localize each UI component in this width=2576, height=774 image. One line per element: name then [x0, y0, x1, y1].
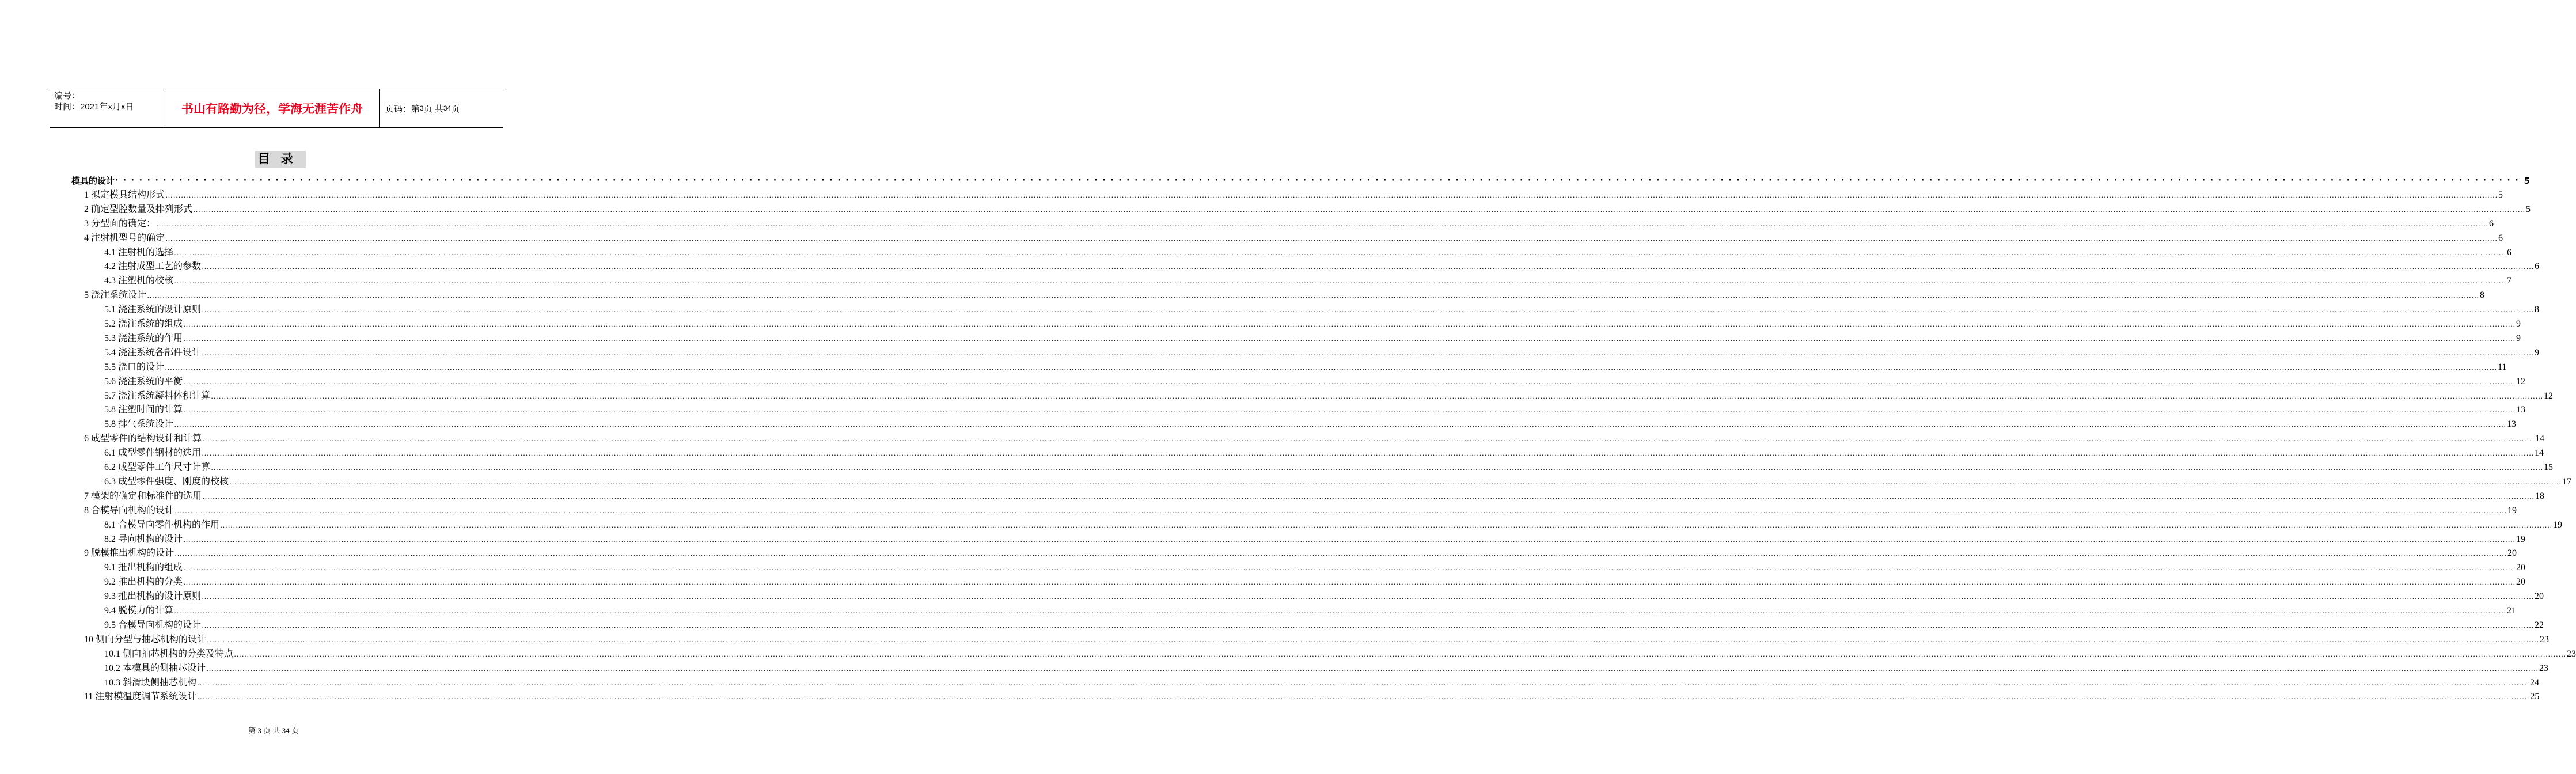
- toc-entry[interactable]: [104, 661, 2549, 675]
- toc-leader-dots: ………………………………………………………………………………………………………………………………………………………………………………………………………………………………………………………………………………………………………………………………………………………………………………………………………………………………………………………………………………………………………………………………………………………………………………………………………………………………………………………………………………………………………………………………………………………………………………………………………………………………: [156, 219, 2489, 228]
- toc-entry-page: 24: [2530, 677, 2540, 688]
- toc-entry-page: 12: [2544, 390, 2554, 401]
- toc-entry-label: 10.2 本模具的侧抽芯设计: [104, 663, 206, 673]
- toc-leader-dots: ………………………………………………………………………………………………………………………………………………………………………………………………………………………………………………………………………………………………………………………………………………………………………………………………………………………………………………………………………………………………………………………………………………………………………………………………………………………………………………………………………………………………………………………………………………………………………………………………………………………………: [207, 635, 2540, 644]
- toc-entry-label: 5.8 排气系统设计: [104, 419, 174, 430]
- toc-entry-label: 8 合模导向机构的设计: [84, 505, 174, 515]
- toc-entry[interactable]: [104, 259, 2540, 273]
- toc-leader-dots: ………………………………………………………………………………………………………………………………………………………………………………………………………………………………………………………………………………………………………………………………………………………………………………………………………………………………………………………………………………………………………………………………………………………………………………………………………………………………………………………………………………………………………………………………………………………………………………………………………………………………: [183, 405, 2516, 415]
- toc-entry-page: 9: [2516, 319, 2521, 329]
- motto-text: 书山有路勤为径，学海无涯苦作舟: [181, 102, 363, 116]
- toc-entry-label: 5.5 浇口的设计: [104, 362, 165, 372]
- toc-leader-dots: ………………………………………………………………………………………………………………………………………………………………………………………………………………………………………………………………………………………………………………………………………………………………………………………………………………………………………………………………………………………………………………………………………………………………………………………………………………………………………………………………………………………………………………………………………………………………………………………………………………………………: [174, 606, 2507, 615]
- toc-entry[interactable]: [104, 603, 2517, 617]
- toc-entry-page: 22: [2535, 620, 2544, 630]
- toc-entry-page: 12: [2516, 376, 2526, 386]
- toc-entry-page: 6: [2489, 218, 2494, 229]
- toc-entry[interactable]: [104, 374, 2526, 388]
- toc-entry-label: 2 确定型腔数量及排列形式: [84, 204, 193, 214]
- toc-entry-label: 9.2 推出机构的分类: [104, 577, 183, 587]
- toc-entry-page: 21: [2507, 606, 2517, 616]
- toc-entry[interactable]: [84, 202, 2531, 216]
- toc-entry[interactable]: [84, 503, 2517, 517]
- toc-entry[interactable]: [104, 388, 2554, 403]
- toc-entry[interactable]: [84, 216, 2494, 230]
- toc-leader-dots: ………………………………………………………………………………………………………………………………………………………………………………………………………………………………………………………………………………………………………………………………………………………………………………………………………………………………………………………………………………………………………………………………………………………………………………………………………………………………………………………………………………………………………………………………………………………………………………………………………………………………: [174, 506, 2507, 515]
- toc-entry[interactable]: [84, 287, 2485, 302]
- toc-entry-label: 5.4 浇注系统各部件设计: [104, 347, 202, 358]
- page-label-prefix: 页码：第: [385, 104, 420, 114]
- toc-entry-page: 8: [2480, 290, 2485, 301]
- toc-entry-label: 3 分型面的确定：: [84, 218, 156, 229]
- toc-entry-page: 20: [2516, 577, 2526, 587]
- toc-leader-dots: ………………………………………………………………………………………………………………………………………………………………………………………………………………………………………………………………………………………………………………………………………………………………………………………………………………………………………………………………………………………………………………………………………………………………………………………………………………………………………………………………………………………………………………………………………………………………………………………………………………………………: [174, 549, 2507, 558]
- toc-entry-page: 9: [2516, 333, 2521, 343]
- toc-leader-dots: ………………………………………………………………………………………………………………………………………………………………………………………………………………………………………………………………………………………………………………………………………………………………………………………………………………………………………………………………………………………………………………………………………………………………………………………………………………………………………………………………………………………………………………………………………………………………………………………………………………………………: [202, 592, 2535, 601]
- toc-entry-label: 5.8 注塑时间的计算: [104, 405, 183, 415]
- toc-entry-label: 6 成型零件的结构设计和计算: [84, 434, 202, 444]
- document-header: [50, 89, 503, 128]
- toc-entry[interactable]: [104, 445, 2544, 460]
- toc-entry[interactable]: [84, 689, 2540, 703]
- toc-leader-dots: ………………………………………………………………………………………………………………………………………………………………………………………………………………………………………………………………………………………………………………………………………………………………………………………………………………………………………………………………………………………………………………………………………………………………………………………………………………………………………………………………………………………………………………………………………………………………………………………………………………………………: [183, 333, 2516, 343]
- toc-leader-dots: ············································································································································································································································································································: [115, 176, 2524, 185]
- toc-leader-dots: ………………………………………………………………………………………………………………………………………………………………………………………………………………………………………………………………………………………………………………………………………………………………………………………………………………………………………………………………………………………………………………………………………………………………………………………………………………………………………………………………………………………………………………………………………………………………………………………………………………………………: [202, 348, 2535, 357]
- toc-entry-label: 11 注射模温度调节系统设计: [84, 692, 197, 702]
- toc-entry-page: 6: [2535, 261, 2540, 272]
- toc-entry-page: 23: [2539, 663, 2549, 673]
- toc-leader-dots: ………………………………………………………………………………………………………………………………………………………………………………………………………………………………………………………………………………………………………………………………………………………………………………………………………………………………………………………………………………………………………………………………………………………………………………………………………………………………………………………………………………………………………………………………………………………………………………………………………………………………: [174, 276, 2507, 286]
- toc-entry-page: 5: [2526, 204, 2531, 214]
- toc-entry[interactable]: [104, 302, 2540, 316]
- toc-leader-dots: ………………………………………………………………………………………………………………………………………………………………………………………………………………………………………………………………………………………………………………………………………………………………………………………………………………………………………………………………………………………………………………………………………………………………………………………………………………………………………………………………………………………………………………………………………………………………………………………………………………………………: [211, 463, 2544, 472]
- toc-entry-page: 15: [2544, 462, 2554, 472]
- toc-entry-label: 1 拟定模具结构形式: [84, 189, 165, 200]
- toc-entry-page: 23: [2567, 648, 2576, 659]
- header-page-info: [380, 89, 503, 127]
- toc-entry[interactable]: [104, 517, 2563, 532]
- toc-entry-label: 6.3 成型零件强度、刚度的校核: [104, 476, 229, 487]
- toc-leader-dots: ………………………………………………………………………………………………………………………………………………………………………………………………………………………………………………………………………………………………………………………………………………………………………………………………………………………………………………………………………………………………………………………………………………………………………………………………………………………………………………………………………………………………………………………………………………………………………………………………………………………………: [220, 520, 2553, 529]
- toc-entry[interactable]: [104, 359, 2507, 374]
- toc-entry-page: 20: [2535, 591, 2544, 602]
- toc-leader-dots: ………………………………………………………………………………………………………………………………………………………………………………………………………………………………………………………………………………………………………………………………………………………………………………………………………………………………………………………………………………………………………………………………………………………………………………………………………………………………………………………………………………………………………………………………………………………………………………………………………………………………: [229, 477, 2562, 486]
- toc-entry[interactable]: [84, 230, 2503, 245]
- toc-leader-dots: ………………………………………………………………………………………………………………………………………………………………………………………………………………………………………………………………………………………………………………………………………………………………………………………………………………………………………………………………………………………………………………………………………………………………………………………………………………………………………………………………………………………………………………………………………………………………………………………………………………………………: [202, 305, 2535, 314]
- toc-entry[interactable]: [104, 675, 2540, 689]
- toc-entry[interactable]: [84, 632, 2550, 646]
- toc-entry-page: 25: [2530, 692, 2540, 702]
- toc-entry-label: 9.3 推出机构的设计原则: [104, 591, 202, 602]
- page-label-suffix: 页: [451, 104, 460, 114]
- header-motto: [165, 89, 380, 127]
- toc-leader-dots: ………………………………………………………………………………………………………………………………………………………………………………………………………………………………………………………………………………………………………………………………………………………………………………………………………………………………………………………………………………………………………………………………………………………………………………………………………………………………………………………………………………………………………………………………………………………………………………………………………………………………: [165, 190, 2498, 199]
- toc-entry-label: 10.3 斜滑块侧抽芯机构: [104, 677, 197, 688]
- toc-leader-dots: ………………………………………………………………………………………………………………………………………………………………………………………………………………………………………………………………………………………………………………………………………………………………………………………………………………………………………………………………………………………………………………………………………………………………………………………………………………………………………………………………………………………………………………………………………………………………………………………………………………………………: [147, 291, 2480, 300]
- toc-entry-label: 9 脱模推出机构的设计: [84, 548, 174, 559]
- toc-leader-dots: ………………………………………………………………………………………………………………………………………………………………………………………………………………………………………………………………………………………………………………………………………………………………………………………………………………………………………………………………………………………………………………………………………………………………………………………………………………………………………………………………………………………………………………………………………………………………………………………………………………………………: [183, 377, 2516, 386]
- toc-entry-label: 7 模架的确定和标准件的选用: [84, 491, 202, 501]
- toc-entry[interactable]: [84, 431, 2545, 445]
- toc-entry-page: 18: [2535, 491, 2545, 501]
- toc-entry-label: 5 浇注系统设计: [84, 290, 147, 301]
- toc-leader-dots: ………………………………………………………………………………………………………………………………………………………………………………………………………………………………………………………………………………………………………………………………………………………………………………………………………………………………………………………………………………………………………………………………………………………………………………………………………………………………………………………………………………………………………………………………………………………………………………………………………………………………: [174, 420, 2507, 429]
- toc-entry-page: 5: [2524, 176, 2530, 186]
- toc-leader-dots: ………………………………………………………………………………………………………………………………………………………………………………………………………………………………………………………………………………………………………………………………………………………………………………………………………………………………………………………………………………………………………………………………………………………………………………………………………………………………………………………………………………………………………………………………………………………………………………………………………………………………: [202, 262, 2535, 271]
- toc-entry[interactable]: [104, 617, 2544, 632]
- toc-entry[interactable]: [104, 460, 2554, 474]
- toc-leader-dots: ………………………………………………………………………………………………………………………………………………………………………………………………………………………………………………………………………………………………………………………………………………………………………………………………………………………………………………………………………………………………………………………………………………………………………………………………………………………………………………………………………………………………………………………………………………………………………………………………………………………………: [165, 362, 2498, 371]
- toc-entry-label: 4 注射机型号的确定: [84, 233, 165, 243]
- toc-entry-label: 5.7 浇注系统凝料体积计算: [104, 390, 211, 401]
- toc-entry-label: 8.2 导向机构的设计: [104, 534, 183, 544]
- toc-entry-page: 8: [2535, 305, 2540, 315]
- toc-leader-dots: ………………………………………………………………………………………………………………………………………………………………………………………………………………………………………………………………………………………………………………………………………………………………………………………………………………………………………………………………………………………………………………………………………………………………………………………………………………………………………………………………………………………………………………………………………………………………………………………………………………………………: [202, 491, 2535, 500]
- number-label: 编号：: [54, 91, 81, 101]
- time-label: 时间：2021年x月x日: [54, 102, 134, 112]
- toc-entry-page: 11: [2498, 362, 2507, 372]
- toc-entry[interactable]: [104, 532, 2526, 546]
- toc-entry-page: 5: [2498, 189, 2503, 200]
- toc-entry-label: 4.3 注塑机的校核: [104, 276, 174, 286]
- toc-entry-label: 6.1 成型零件钢材的选用: [104, 448, 202, 458]
- header-meta: [50, 89, 165, 127]
- toc-leader-dots: ………………………………………………………………………………………………………………………………………………………………………………………………………………………………………………………………………………………………………………………………………………………………………………………………………………………………………………………………………………………………………………………………………………………………………………………………………………………………………………………………………………………………………………………………………………………………………………………………………………………………: [206, 663, 2539, 673]
- toc-entry-page: 13: [2516, 405, 2526, 415]
- toc-entry[interactable]: [104, 416, 2517, 431]
- toc-leader-dots: ………………………………………………………………………………………………………………………………………………………………………………………………………………………………………………………………………………………………………………………………………………………………………………………………………………………………………………………………………………………………………………………………………………………………………………………………………………………………………………………………………………………………………………………………………………………………………………………………………………………………: [165, 233, 2498, 242]
- toc-entry[interactable]: [104, 589, 2544, 603]
- toc-entry-label: 5.2 浇注系统的组成: [104, 319, 183, 329]
- toc-leader-dots: ………………………………………………………………………………………………………………………………………………………………………………………………………………………………………………………………………………………………………………………………………………………………………………………………………………………………………………………………………………………………………………………………………………………………………………………………………………………………………………………………………………………………………………………………………………………………………………………………………………………………: [234, 649, 2567, 658]
- toc-entry[interactable]: [104, 474, 2572, 488]
- toc-entry[interactable]: [104, 646, 2576, 661]
- toc-entry-page: 6: [2507, 247, 2512, 257]
- toc-entry[interactable]: [84, 488, 2545, 503]
- toc-entry[interactable]: [104, 574, 2526, 589]
- page-footer: 第 3 页 共 34 页: [248, 726, 299, 735]
- toc-entry[interactable]: [104, 402, 2526, 416]
- toc-leader-dots: ………………………………………………………………………………………………………………………………………………………………………………………………………………………………………………………………………………………………………………………………………………………………………………………………………………………………………………………………………………………………………………………………………………………………………………………………………………………………………………………………………………………………………………………………………………………………………………………………………………………………: [197, 692, 2530, 701]
- toc-entry-page: 19: [2516, 534, 2526, 544]
- toc-entry-page: 19: [2507, 505, 2517, 515]
- toc-entry-page: 23: [2540, 634, 2550, 644]
- toc-entry[interactable]: [104, 331, 2521, 345]
- toc-entry-label: 4.1 注射机的选择: [104, 247, 174, 257]
- toc-leader-dots: ………………………………………………………………………………………………………………………………………………………………………………………………………………………………………………………………………………………………………………………………………………………………………………………………………………………………………………………………………………………………………………………………………………………………………………………………………………………………………………………………………………………………………………………………………………………………………………………………………………………………: [183, 563, 2516, 572]
- toc-title: 目录: [255, 151, 306, 168]
- toc-leader-dots: ………………………………………………………………………………………………………………………………………………………………………………………………………………………………………………………………………………………………………………………………………………………………………………………………………………………………………………………………………………………………………………………………………………………………………………………………………………………………………………………………………………………………………………………………………………………………………………………………………………………………: [202, 434, 2535, 443]
- toc-entry-label: 模具的设计: [71, 176, 115, 186]
- toc-leader-dots: ………………………………………………………………………………………………………………………………………………………………………………………………………………………………………………………………………………………………………………………………………………………………………………………………………………………………………………………………………………………………………………………………………………………………………………………………………………………………………………………………………………………………………………………………………………………………………………………………………………………………: [174, 248, 2507, 257]
- toc-entry-page: 19: [2553, 519, 2563, 530]
- toc-leader-dots: ………………………………………………………………………………………………………………………………………………………………………………………………………………………………………………………………………………………………………………………………………………………………………………………………………………………………………………………………………………………………………………………………………………………………………………………………………………………………………………………………………………………………………………………………………………………………………………………………………………………………: [183, 534, 2516, 544]
- toc-entry-label: 5.6 浇注系统的平衡: [104, 376, 183, 386]
- toc-entry-page: 20: [2516, 563, 2526, 573]
- toc-entry[interactable]: [104, 245, 2512, 259]
- toc-entry-label: 4.2 注射成型工艺的参数: [104, 261, 202, 272]
- page-number: 3: [420, 104, 424, 112]
- toc-entry[interactable]: [84, 187, 2503, 202]
- toc-entry[interactable]: [84, 545, 2517, 560]
- toc-entry-label: 10.1 侧向抽芯机构的分类及特点: [104, 648, 234, 659]
- toc-entry-page: 7: [2507, 276, 2512, 286]
- toc-entry-label: 6.2 成型零件工作尺寸计算: [104, 462, 211, 472]
- toc-entry[interactable]: [104, 560, 2526, 574]
- toc-entry[interactable]: [104, 316, 2521, 331]
- toc-entry[interactable]: [71, 173, 2530, 187]
- toc-entry-label: 9.5 合模导向机构的设计: [104, 620, 202, 630]
- page-total: 34: [443, 104, 452, 112]
- toc-leader-dots: ………………………………………………………………………………………………………………………………………………………………………………………………………………………………………………………………………………………………………………………………………………………………………………………………………………………………………………………………………………………………………………………………………………………………………………………………………………………………………………………………………………………………………………………………………………………………………………………………………………………………: [197, 678, 2530, 687]
- toc-entry-label: 9.4 脱模力的计算: [104, 606, 174, 616]
- toc-leader-dots: ………………………………………………………………………………………………………………………………………………………………………………………………………………………………………………………………………………………………………………………………………………………………………………………………………………………………………………………………………………………………………………………………………………………………………………………………………………………………………………………………………………………………………………………………………………………………………………………………………………………………: [183, 320, 2516, 328]
- toc-entry-page: 13: [2507, 419, 2517, 430]
- toc-entry-label: 5.1 浇注系统的设计原则: [104, 305, 202, 315]
- toc-entry-page: 20: [2507, 548, 2517, 559]
- toc-leader-dots: ………………………………………………………………………………………………………………………………………………………………………………………………………………………………………………………………………………………………………………………………………………………………………………………………………………………………………………………………………………………………………………………………………………………………………………………………………………………………………………………………………………………………………………………………………………………………………………………………………………………………: [183, 578, 2516, 587]
- toc-entry-label: 5.3 浇注系统的作用: [104, 333, 183, 343]
- toc-entry-label: 9.1 推出机构的组成: [104, 563, 183, 573]
- toc-leader-dots: ………………………………………………………………………………………………………………………………………………………………………………………………………………………………………………………………………………………………………………………………………………………………………………………………………………………………………………………………………………………………………………………………………………………………………………………………………………………………………………………………………………………………………………………………………………………………………………………………………………………………: [202, 449, 2535, 458]
- toc-entry[interactable]: [104, 345, 2540, 359]
- toc-entry-page: 6: [2498, 233, 2503, 243]
- toc-entry-page: 17: [2562, 476, 2572, 487]
- toc-leader-dots: ………………………………………………………………………………………………………………………………………………………………………………………………………………………………………………………………………………………………………………………………………………………………………………………………………………………………………………………………………………………………………………………………………………………………………………………………………………………………………………………………………………………………………………………………………………………………………………………………………………………………: [211, 391, 2544, 400]
- page-label-mid: 页 共: [423, 104, 443, 114]
- toc-entry[interactable]: [104, 273, 2512, 287]
- toc-entry-page: 9: [2535, 347, 2540, 358]
- toc-leader-dots: ………………………………………………………………………………………………………………………………………………………………………………………………………………………………………………………………………………………………………………………………………………………………………………………………………………………………………………………………………………………………………………………………………………………………………………………………………………………………………………………………………………………………………………………………………………………………………………………………………………………………: [193, 204, 2526, 214]
- toc-entry-page: 14: [2535, 434, 2545, 444]
- toc-entry-label: 8.1 合模导向零件机构的作用: [104, 519, 220, 530]
- toc-leader-dots: ………………………………………………………………………………………………………………………………………………………………………………………………………………………………………………………………………………………………………………………………………………………………………………………………………………………………………………………………………………………………………………………………………………………………………………………………………………………………………………………………………………………………………………………………………………………………………………………………………………………………: [202, 620, 2535, 629]
- toc-entry-page: 14: [2535, 448, 2544, 458]
- toc-entry-label: 10 侧向分型与抽芯机构的设计: [84, 634, 207, 644]
